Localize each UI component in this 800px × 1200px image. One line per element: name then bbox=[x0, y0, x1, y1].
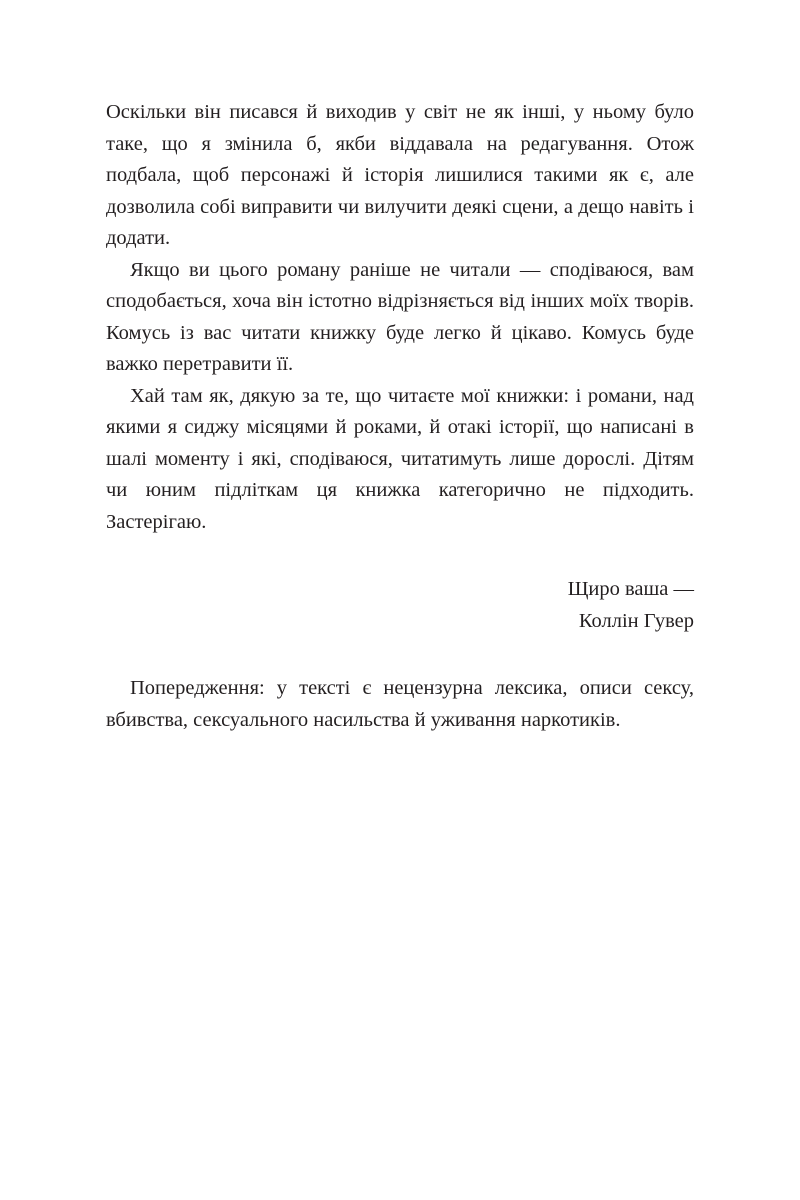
book-page bbox=[106, 97, 694, 736]
signature-author: Коллін Гувер bbox=[578, 609, 694, 632]
content-warning: Попередження: у тексті є нецензурна лексика, описи сексу, вбивства, сексуального насильства й уживання наркотиків. bbox=[106, 677, 694, 731]
paragraph-1: Оскільки він писався й виходив у світ не як інші, у ньому було таке, що я змінила б, якби віддавала на редагування. Отож подбала, щоб персонажі й історія лишилися такими як є, але дозволила собі виправити чи вилучити деякі сцени, а дещо навіть і додати. bbox=[106, 101, 694, 249]
paragraph-2: Якщо ви цього роману раніше не читали — сподіваюся, вам сподобається, хоча він істотно відрізняється від інших моїх творів. Комусь із вас читати книжку буде легко й цікаво. Комусь буде важко перетравити її. bbox=[106, 258, 694, 375]
signature-closing: Щиро ваша — bbox=[567, 578, 694, 600]
signature-block bbox=[106, 574, 694, 637]
paragraph-3: Хай там як, дякую за те, що читаєте мої книжки: і романи, над якими я сиджу місяцями й роками, й отакі історії, що написані в шалі моменту і які, сподіваюся, читатимуть лише дорослі. Дітям чи юним підліткам ця книжка категорично не підходить. Застерігаю. bbox=[106, 384, 694, 533]
